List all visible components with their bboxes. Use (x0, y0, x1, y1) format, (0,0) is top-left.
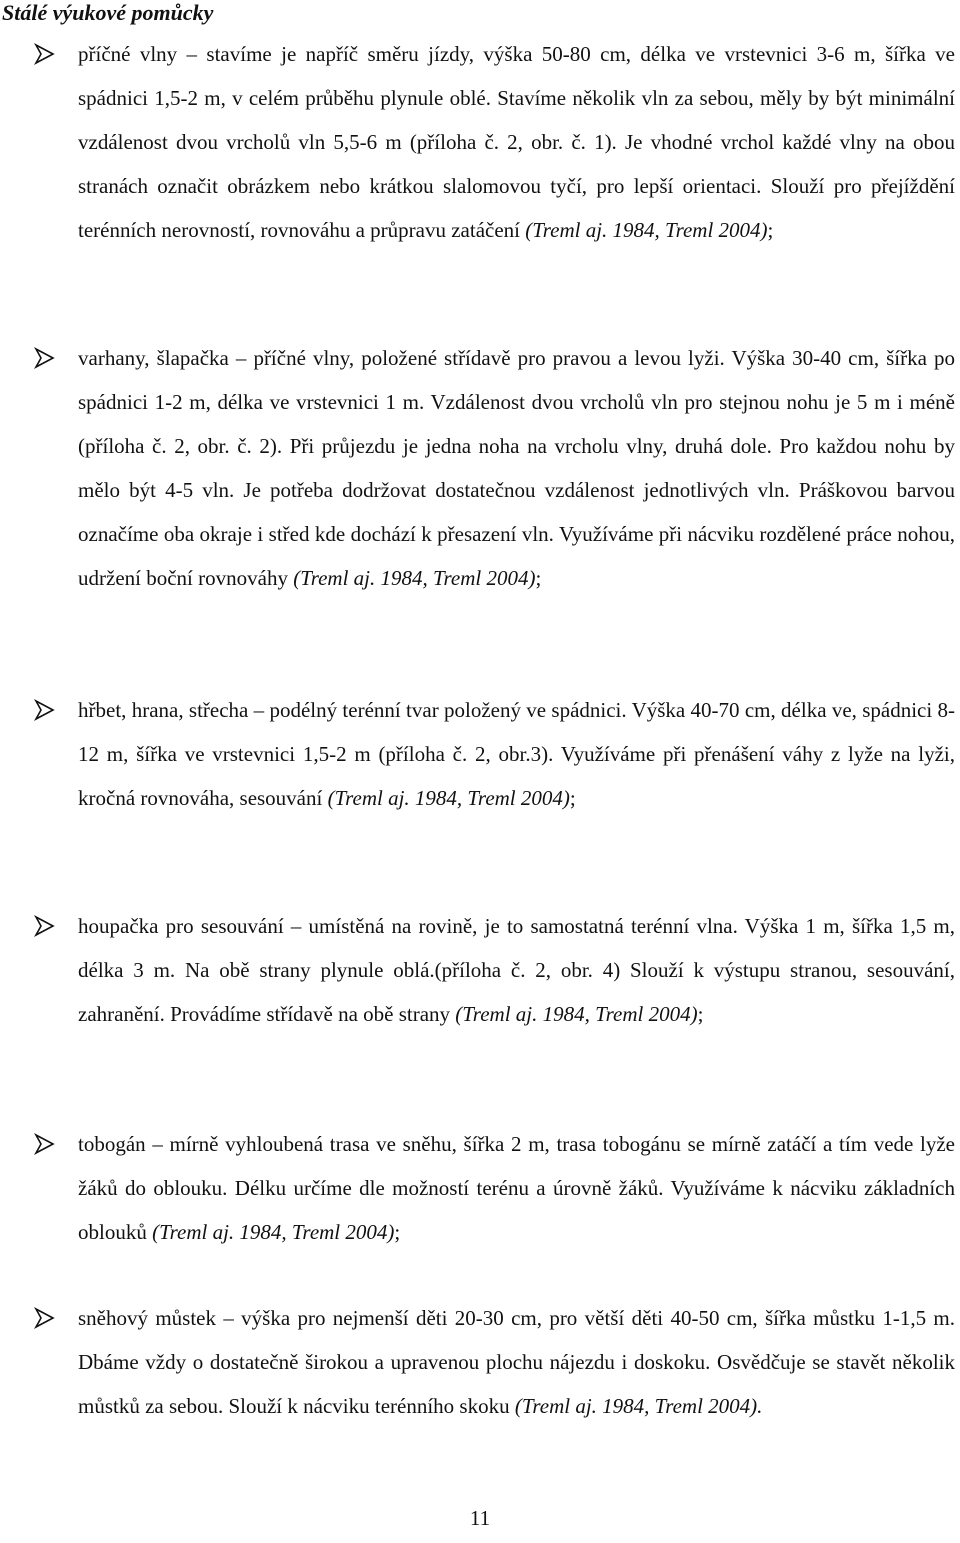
list-item-snehovy-mustek (78, 1296, 955, 1428)
arrowhead-bullet-icon (34, 1133, 56, 1155)
item-text: houpačka pro sesouvání – umístěná na rovině, je to samostatná terénní vlna. Výška 1 m, šířka 1,5 m, délka 3 m. Na obě strany plynule oblá.(příloha č. 2, obr. 4) Slouží k výstupu stranou, sesouvání, zahranění. Provádíme střídavě na obě strany (78, 914, 955, 1026)
section-heading: Stálé výukové pomůcky (2, 0, 214, 25)
item-citation: (Treml aj. 1984, Treml 2004) (152, 1220, 395, 1244)
item-text: příčné vlny – stavíme je napříč směru jízdy, výška 50-80 cm, délka ve vrstevnici 3-6 m, šířka ve spádnici 1,5-2 m, v celém průběhu plynule oblé. Stavíme několik vln za sebou, měly by být minimální vzdálenost dvou vrcholů vln 5,5-6 m (příloha č. 2, obr. č. 1). Je vhodné vrchol každé vlny na obou stranách označit obrázkem nebo krátkou slalomovou tyčí, pro lepší orientaci. Slouží pro přejíždění terénních nerovností, rovnováhu a průpravu zatáčení (78, 42, 955, 242)
list-item-tobogan (78, 1122, 955, 1254)
arrowhead-bullet-icon (34, 347, 56, 369)
arrowhead-bullet-icon (34, 1307, 56, 1329)
list-item-varhany (78, 336, 955, 600)
item-tail: ; (569, 786, 576, 810)
arrowhead-bullet-icon (34, 915, 56, 937)
item-citation: (Treml aj. 1984, Treml 2004). (514, 1394, 763, 1418)
item-tail: ; (535, 566, 542, 590)
item-citation: (Treml aj. 1984, Treml 2004) (455, 1002, 698, 1026)
item-tail: ; (394, 1220, 401, 1244)
item-tail: ; (767, 218, 774, 242)
page-number: 11 (469, 1506, 491, 1530)
item-citation: (Treml aj. 1984, Treml 2004) (293, 566, 536, 590)
item-citation: (Treml aj. 1984, Treml 2004) (327, 786, 570, 810)
item-text: varhany, šlapačka – příčné vlny, položené střídavě pro pravou a levou lyži. Výška 30-40 cm, šířka po spádnici 1-2 m, délka ve vrstevnici 1 m. Vzdálenost dvou vrcholů vln pro stejnou nohu je 5 m i méně (příloha č. 2, obr. č. 2). Při průjezdu je jedna noha na vrcholu vlny, druhá dole. Pro každou nohu by mělo být 4-5 vln. Je potřeba dodržovat dostatečnou vzdálenost jednotlivých vln. Práškovou barvou označíme oba okraje i střed kde dochází k přesazení vln. Využíváme při nácviku rozdělené práce nohou, udržení boční rovnováhy (78, 346, 955, 590)
item-text: tobogán – mírně vyhloubená trasa ve sněhu, šířka 2 m, trasa tobogánu se mírně zatáčí a tím vede lyže žáků do oblouku. Délku určíme dle možností terénu a úrovně žáků. Využíváme k nácviku základních oblouků (78, 1132, 955, 1244)
item-tail: ; (697, 1002, 704, 1026)
arrowhead-bullet-icon (34, 43, 56, 65)
list-item-houpacka (78, 904, 955, 1036)
item-text: sněhový můstek – výška pro nejmenší děti 20-30 cm, pro větší děti 40-50 cm, šířka můstku 1-1,5 m. Dbáme vždy o dostatečně širokou a upravenou plochu nájezdu i doskoku. Osvědčuje se stavět několik můstků za sebou. Slouží k nácviku terénního skoku (78, 1306, 955, 1418)
arrowhead-bullet-icon (34, 699, 56, 721)
list-item-pricne-vlny (78, 32, 955, 252)
item-text: hřbet, hrana, střecha – podélný terénní tvar položený ve spádnici. Výška 40-70 cm, délka ve, spádnici 8-12 m, šířka ve vrstevnici 1,5-2 m (příloha č. 2, obr.3). Využíváme při přenášení váhy z lyže na lyži, kročná rovnováha, sesouvání (78, 698, 955, 810)
item-citation: (Treml aj. 1984, Treml 2004) (525, 218, 768, 242)
list-item-hrbet (78, 688, 955, 820)
